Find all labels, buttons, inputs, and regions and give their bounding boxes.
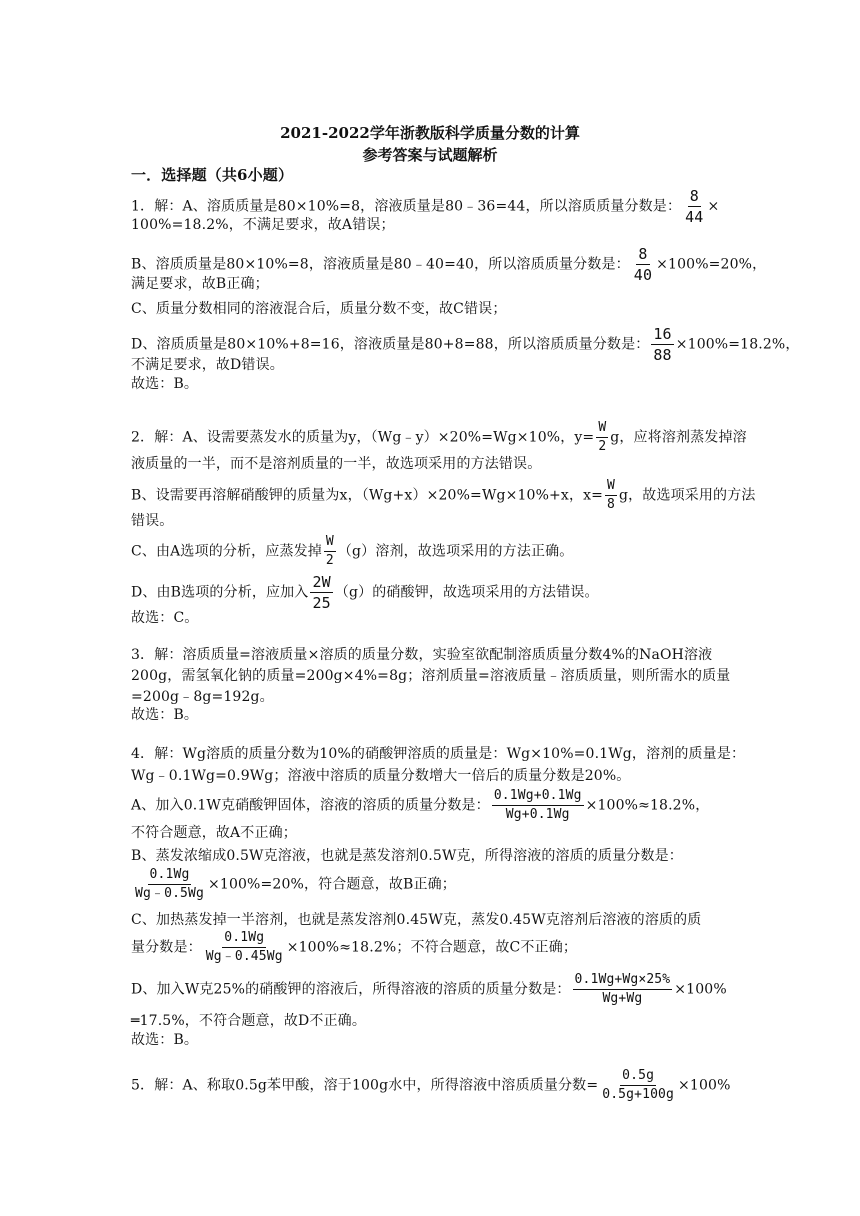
q4-line-3 bbox=[131, 788, 731, 823]
q1-text: ×100%=20%， bbox=[656, 256, 767, 273]
q2-text: B、设需要再溶解硝酸钾的质量为x，（Wg+x）×20%=Wg×10%+x，x= bbox=[131, 487, 604, 504]
q1-text: B、溶质质量是80×10%=8，溶液质量是80﹣40=40，所以溶质质量分数是： bbox=[131, 256, 630, 273]
q2-text: （g）的硝酸钾，故选项采用的方法错误。 bbox=[334, 584, 599, 601]
q4-text: 量分数是： bbox=[131, 939, 202, 956]
fraction-denominator: Wg﹣0.5Wg bbox=[135, 886, 204, 901]
q4-text: ×100%≈18.2%， bbox=[585, 797, 710, 814]
q2-text: g，故选项采用的方法 bbox=[619, 487, 756, 504]
fraction bbox=[204, 930, 285, 965]
q4-line-4: 不符合题意，故A不正确； bbox=[131, 825, 297, 841]
fraction bbox=[133, 867, 206, 902]
fraction-denominator: 8 bbox=[607, 497, 616, 512]
q4-line-8 bbox=[131, 930, 731, 965]
q5-line-1 bbox=[131, 1068, 731, 1103]
fraction-numerator: 0.5g bbox=[620, 1068, 656, 1086]
q3-line-2: 200g，需氢氧化钠的质量=200g×4%=8g；溶剂质量=溶液质量﹣溶质质量，则所需水的质量 bbox=[131, 668, 731, 684]
q3-line-4: 故选：B。 bbox=[131, 707, 199, 723]
q4-line-6 bbox=[131, 867, 731, 902]
q4-text: D、加入W克25%的硝酸钾的溶液后，所得溶液的溶质的质量分数是： bbox=[131, 981, 571, 998]
q1-text: ×100%=18.2%， bbox=[675, 336, 800, 353]
fraction-denominator: 40 bbox=[633, 266, 653, 284]
fraction bbox=[324, 534, 336, 569]
fraction-numerator: W bbox=[596, 420, 608, 438]
fraction-numerator: 0.1Wg+0.1Wg bbox=[492, 788, 584, 806]
q1-text: D、溶质质量是80×10%+8=16，溶液质量是80+8=88，所以溶质质量分数是： bbox=[131, 336, 650, 353]
fraction-denominator: 25 bbox=[312, 594, 331, 612]
fraction-numerator: 16 bbox=[653, 325, 672, 343]
q1-line-2: 100%=18.2%，不满足要求，故A错误； bbox=[131, 217, 395, 233]
q4-line-9 bbox=[131, 972, 731, 1007]
fraction bbox=[596, 420, 608, 455]
q2-line-5 bbox=[131, 534, 731, 569]
fraction-numerator: W bbox=[605, 478, 617, 496]
fraction-denominator: Wg+Wg bbox=[602, 991, 643, 1006]
fraction-denominator: 44 bbox=[685, 208, 704, 226]
fraction-denominator: 88 bbox=[653, 346, 672, 364]
q1-text: 1．解：A、溶质质量是80×10%=8，溶液质量是80﹣36=44，所以溶质质量分数是： bbox=[131, 198, 682, 215]
q4-line-10: ═17.5%，不符合题意，故D不正确。 bbox=[131, 1013, 366, 1029]
fraction-numerator: 0.1Wg+Wg×25% bbox=[573, 972, 673, 990]
fraction-denominator: 2 bbox=[598, 439, 607, 454]
q4-text: ×100% bbox=[674, 981, 727, 998]
q2-text: g，应将溶剂蒸发掉溶 bbox=[610, 429, 747, 446]
fraction-numerator: 8 bbox=[638, 245, 648, 263]
fraction-numerator: 8 bbox=[689, 187, 699, 205]
q2-line-6 bbox=[131, 573, 731, 612]
q5-text: ×100% bbox=[678, 1077, 731, 1094]
fraction bbox=[600, 1068, 676, 1103]
q4-text: ×100%≈18.2%；不符合题意，故C不正确； bbox=[286, 939, 577, 956]
q2-line-7: 故选：C。 bbox=[131, 610, 199, 626]
q2-line-2: 液质量的一半，而不是溶剂质量的一半，故选项采用的方法错误。 bbox=[131, 456, 542, 472]
q4-line-11: 故选：B。 bbox=[131, 1032, 199, 1048]
fraction-denominator: Wg﹣0.45Wg bbox=[205, 949, 283, 964]
q2-text: D、由B选项的分析，应加入 bbox=[131, 584, 309, 601]
q4-text: ×100%=20%，符合题意，故B正确； bbox=[208, 876, 456, 893]
section-heading: 一．选择题（共6小题） bbox=[131, 166, 294, 184]
document-title: 2021-2022学年浙教版科学质量分数的计算 bbox=[280, 124, 580, 142]
q1-line-4: 满足要求，故B正确； bbox=[131, 276, 269, 292]
fraction-denominator: Wg+0.1Wg bbox=[505, 807, 570, 822]
q2-line-1 bbox=[131, 420, 747, 455]
q4-line-5: B、蒸发浓缩成0.5W克溶液，也就是蒸发溶剂0.5W克，所得溶液的溶质的质量分数是： bbox=[131, 848, 683, 864]
fraction bbox=[605, 478, 617, 513]
q2-text: C、由A选项的分析，应蒸发掉 bbox=[131, 543, 322, 560]
fraction bbox=[310, 573, 332, 612]
q3-line-1: 3．解：溶质质量=溶液质量×溶质的质量分数，实验室欲配制溶质质量分数4%的NaOH溶液 bbox=[131, 647, 713, 663]
q1-text: × bbox=[707, 198, 720, 215]
fraction-numerator: W bbox=[324, 534, 336, 552]
fraction-numerator: 2W bbox=[312, 573, 331, 591]
q2-text: （g）溶剂，故选项采用的方法正确。 bbox=[337, 543, 574, 560]
fraction-numerator: 0.1Wg bbox=[222, 930, 266, 948]
fraction-numerator: 0.1Wg bbox=[148, 867, 192, 885]
q2-line-3 bbox=[131, 478, 756, 513]
fraction bbox=[573, 972, 673, 1007]
q1-line-5: C、质量分数相同的溶液混合后，质量分数不变，故C错误； bbox=[131, 301, 507, 317]
q4-line-7: C、加热蒸发掉一半溶剂，也就是蒸发溶剂0.45W克，蒸发0.45W克溶剂后溶液的溶质的质 bbox=[131, 912, 702, 928]
q2-line-4: 错误。 bbox=[131, 513, 174, 529]
document-subtitle: 参考答案与试题解析 bbox=[362, 146, 498, 164]
fraction-denominator: 0.5g+100g bbox=[602, 1087, 675, 1102]
fraction bbox=[492, 788, 584, 823]
q4-line-1: 4．解：Wg溶质的质量分数为10%的硝酸钾溶质的质量是：Wg×10%=0.1Wg，溶剂的质量是： bbox=[131, 746, 746, 762]
q5-text: 5．解：A、称取0.5g苯甲酸，溶于100g水中，所得溶液中溶质质量分数= bbox=[131, 1077, 599, 1094]
q4-line-2: Wg﹣0.1Wg=0.9Wg；溶液中溶质的质量分数增大一倍后的质量分数是20%。 bbox=[131, 768, 631, 784]
q1-line-7: 不满足要求，故D错误。 bbox=[131, 357, 284, 373]
q1-line-8: 故选：B。 bbox=[131, 376, 199, 392]
q3-line-3: =200g﹣8g=192g。 bbox=[131, 689, 274, 705]
fraction-denominator: 2 bbox=[325, 553, 334, 568]
q4-text: A、加入0.1W克硝酸钾固体，溶液的溶质的质量分数是： bbox=[131, 797, 490, 814]
q2-text: 2．解：A、设需要蒸发水的质量为y，（Wg﹣y）×20%=Wg×10%，y= bbox=[131, 429, 595, 446]
